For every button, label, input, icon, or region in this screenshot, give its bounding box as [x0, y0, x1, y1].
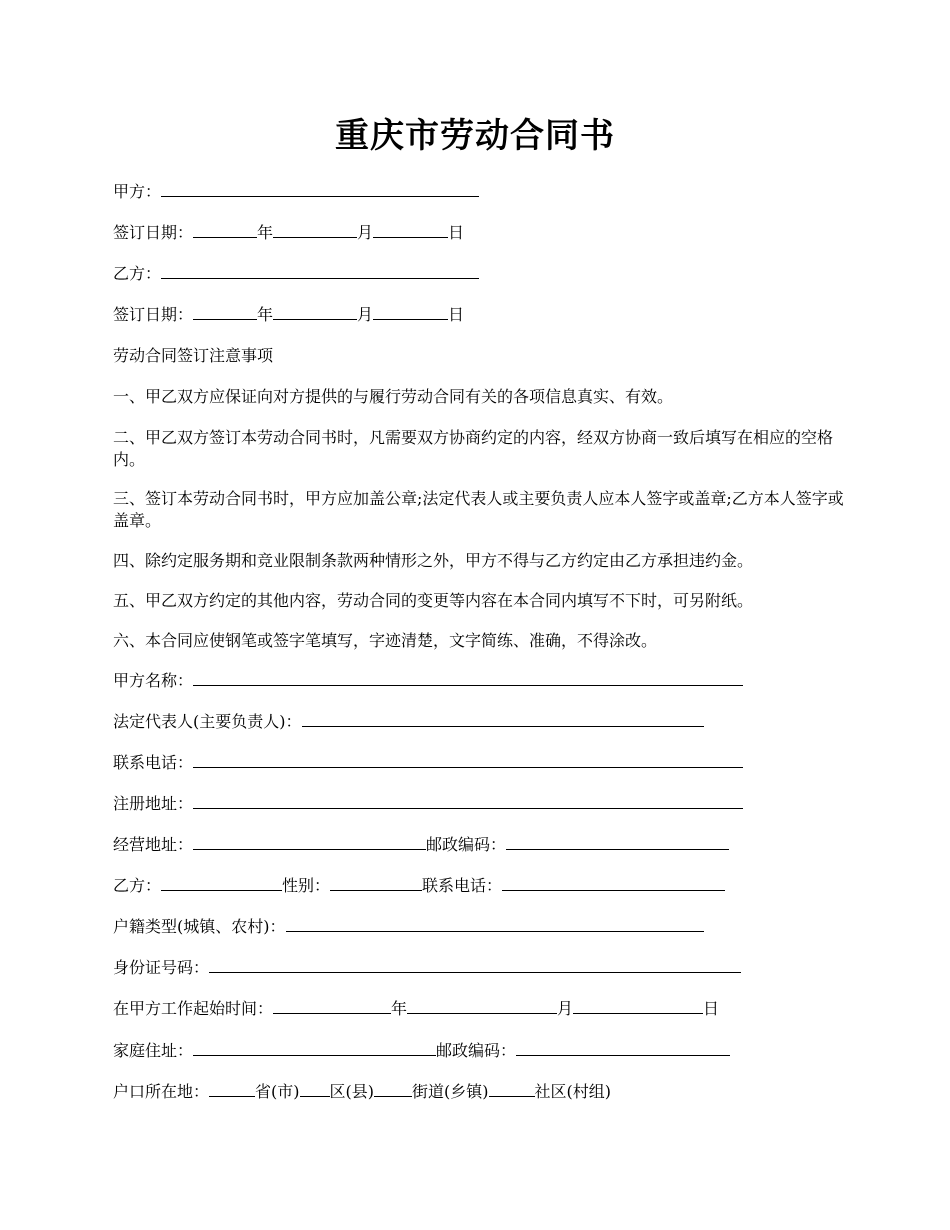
sign-date-label: 签订日期：: [113, 223, 194, 242]
party-a-blank[interactable]: [161, 181, 479, 197]
street-label: 街道(乡镇): [412, 1082, 489, 1101]
start-time-row: [113, 998, 719, 1020]
month-label: 月: [557, 999, 574, 1018]
party-b-row: [113, 263, 479, 285]
month-label: 月: [357, 305, 374, 324]
phone-a-row: [113, 752, 743, 774]
household-type-blank[interactable]: [286, 916, 704, 932]
household-type-row: [113, 916, 704, 938]
biz-address-blank[interactable]: [193, 834, 426, 850]
id-number-row: [113, 957, 741, 979]
phone-a-label: 联系电话：: [113, 753, 194, 772]
province-label: 省(市): [255, 1082, 300, 1101]
legal-rep-label: 法定代表人(主要负责人)：: [113, 712, 302, 731]
id-number-blank[interactable]: [209, 957, 741, 973]
day-label: 日: [703, 999, 720, 1018]
sign-date-row-1: [113, 222, 464, 244]
note-item-2: 二、甲乙双方签订本劳动合同书时，凡需要双方协商约定的内容，经双方协商一致后填写在相应的空格内。: [113, 428, 834, 469]
notes-heading: 劳动合同签订注意事项: [113, 346, 274, 365]
phone-b-label: 联系电话：: [422, 876, 503, 895]
home-address-row: [113, 1040, 730, 1062]
hukou-row: [113, 1081, 611, 1103]
postcode-a-blank[interactable]: [506, 834, 729, 850]
party-b-label: 乙方：: [113, 876, 162, 895]
year-blank[interactable]: [193, 222, 257, 238]
phone-a-blank[interactable]: [193, 752, 743, 768]
biz-address-label: 经营地址：: [113, 835, 194, 854]
household-type-label: 户籍类型(城镇、农村)：: [113, 917, 286, 936]
month-blank[interactable]: [273, 304, 357, 320]
reg-address-label: 注册地址：: [113, 794, 194, 813]
start-day-blank[interactable]: [573, 998, 703, 1014]
gender-label: 性别：: [282, 876, 331, 895]
district-blank[interactable]: [300, 1081, 330, 1097]
start-year-blank[interactable]: [273, 998, 391, 1014]
street-blank[interactable]: [374, 1081, 412, 1097]
day-blank[interactable]: [373, 304, 448, 320]
sign-date-label: 签订日期：: [113, 305, 194, 324]
home-address-label: 家庭住址：: [113, 1041, 194, 1060]
year-label: 年: [391, 999, 408, 1018]
month-blank[interactable]: [273, 222, 357, 238]
district-label: 区(县): [329, 1082, 375, 1101]
party-b-blank[interactable]: [161, 263, 479, 279]
party-a-label: 甲方：: [113, 182, 162, 201]
postcode-a-label: 邮政编码：: [426, 835, 507, 854]
start-month-blank[interactable]: [407, 998, 557, 1014]
note-item-5: 五、甲乙双方约定的其他内容，劳动合同的变更等内容在本合同内填写不下时，可另附纸。: [113, 591, 754, 610]
note-item-6: 六、本合同应使钢笔或签字笔填写，字迹清楚，文字简练、准确，不得涂改。: [113, 631, 658, 650]
party-b-label: 乙方：: [113, 264, 162, 283]
reg-address-row: [113, 793, 743, 815]
party-a-name-blank[interactable]: [193, 670, 743, 686]
party-a-name-label: 甲方名称：: [113, 671, 194, 690]
gender-blank[interactable]: [330, 875, 422, 891]
year-label: 年: [257, 223, 274, 242]
party-b-name-blank[interactable]: [161, 875, 282, 891]
party-b-info-row: [113, 875, 725, 897]
phone-b-blank[interactable]: [502, 875, 725, 891]
id-number-label: 身份证号码：: [113, 958, 210, 977]
note-item-3: 三、签订本劳动合同书时，甲方应加盖公章;法定代表人或主要负责人应本人签字或盖章;乙方本人签字或盖章。: [113, 489, 844, 530]
postcode-b-blank[interactable]: [516, 1040, 730, 1056]
legal-rep-row: [113, 711, 704, 733]
party-a-row: [113, 181, 479, 203]
legal-rep-blank[interactable]: [302, 711, 704, 727]
home-address-blank[interactable]: [193, 1040, 436, 1056]
day-label: 日: [448, 305, 465, 324]
province-blank[interactable]: [209, 1081, 255, 1097]
reg-address-blank[interactable]: [193, 793, 743, 809]
day-blank[interactable]: [373, 222, 448, 238]
note-item-4: 四、除约定服务期和竞业限制条款两种情形之外，甲方不得与乙方约定由乙方承担违约金。: [113, 551, 754, 570]
postcode-b-label: 邮政编码：: [436, 1041, 517, 1060]
hukou-label: 户口所在地：: [113, 1082, 210, 1101]
month-label: 月: [357, 223, 374, 242]
sign-date-row-2: [113, 304, 464, 326]
note-item-1: 一、甲乙双方应保证向对方提供的与履行劳动合同有关的各项信息真实、有效。: [113, 387, 674, 406]
document-title: 重庆市劳动合同书: [335, 116, 615, 156]
party-a-name-row: [113, 670, 743, 692]
community-label: 社区(村组): [534, 1082, 612, 1101]
community-blank[interactable]: [489, 1081, 535, 1097]
biz-address-row: [113, 834, 729, 856]
start-time-label: 在甲方工作起始时间：: [113, 999, 274, 1018]
year-label: 年: [257, 305, 274, 324]
day-label: 日: [448, 223, 465, 242]
year-blank[interactable]: [193, 304, 257, 320]
